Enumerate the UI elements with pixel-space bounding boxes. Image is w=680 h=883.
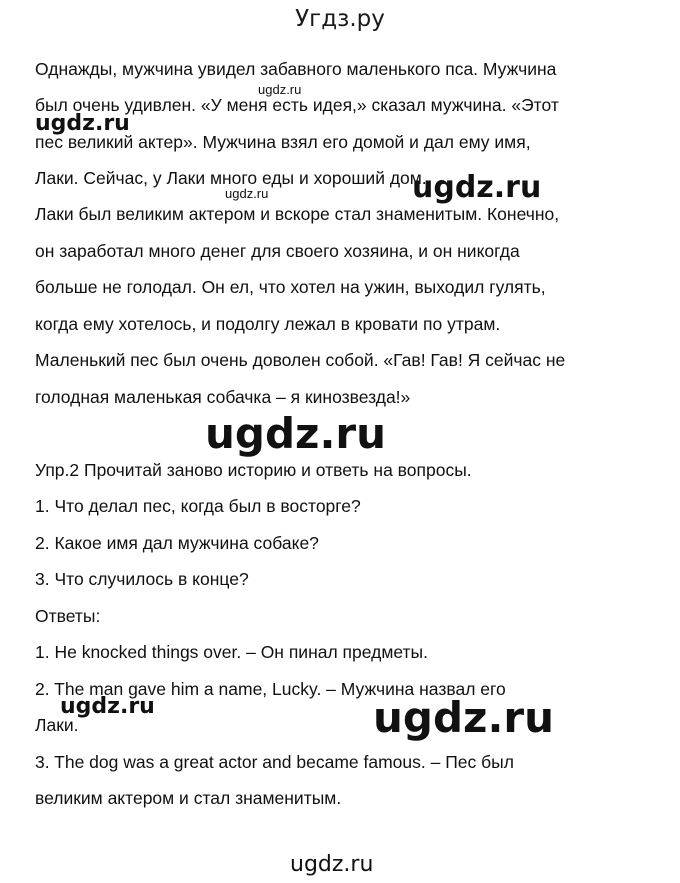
story-line: голодная маленькая собачка – я кинозвезда!» (35, 387, 411, 407)
question-item: 1. Что делал пес, когда был в восторге? (35, 496, 361, 516)
answer-item: 3. The dog was a great actor and became famous. – Пес был (35, 752, 514, 772)
exercise-heading: Упр.2 Прочитай заново историю и ответь на вопросы. (35, 460, 472, 480)
answer-item: 2. The man gave him a name, Lucky. – Мужчина назвал его (35, 679, 506, 699)
story-line: больше не голодал. Он ел, что хотел на ужин, выходил гулять, (35, 277, 546, 297)
story-line: когда ему хотелось, и подолгу лежал в кровати по утрам. (35, 314, 501, 334)
site-title: Угдз.ру (295, 6, 385, 32)
story-line: Лаки был великим актером и вскоре стал знаменитым. Конечно, (35, 204, 560, 224)
story-line: Однажды, мужчина увидел забавного маленького пса. Мужчина (35, 59, 557, 79)
watermark-small: ugdz.ru (60, 694, 155, 719)
answers-label: Ответы: (35, 606, 101, 626)
story-line: он заработал много денег для своего хозяина, и он никогда (35, 241, 520, 261)
watermark-tiny: ugdz.ru (258, 82, 302, 97)
question-item: 2. Какое имя дал мужчина собаке? (35, 533, 319, 553)
story-line: Лаки. Сейчас, у Лаки много еды и хороший дом. (35, 168, 427, 188)
watermark-small: ugdz.ru (35, 111, 130, 136)
answer-item: великим актером и стал знаменитым. (35, 788, 342, 808)
story-line: пес великий актер». Мужчина взял его домой и дал ему имя, (35, 132, 531, 152)
story-line: был очень удивлен. «У меня есть идея,» сказал мужчина. «Этот (35, 95, 559, 115)
watermark-tiny: ugdz.ru (225, 186, 269, 201)
answer-item: 1. He knocked things over. – Он пинал предметы. (35, 642, 428, 662)
watermark-footer: ugdz.ru (290, 852, 374, 877)
answer-item: Лаки. (35, 715, 79, 735)
story-line: Маленький пес был очень доволен собой. «Гав! Гав! Я сейчас не (35, 350, 566, 370)
question-item: 3. Что случилось в конце? (35, 569, 249, 589)
watermark-medium: ugdz.ru (412, 170, 542, 205)
watermark-large: ugdz.ru (205, 409, 387, 458)
watermark-large: ugdz.ru (373, 693, 555, 742)
